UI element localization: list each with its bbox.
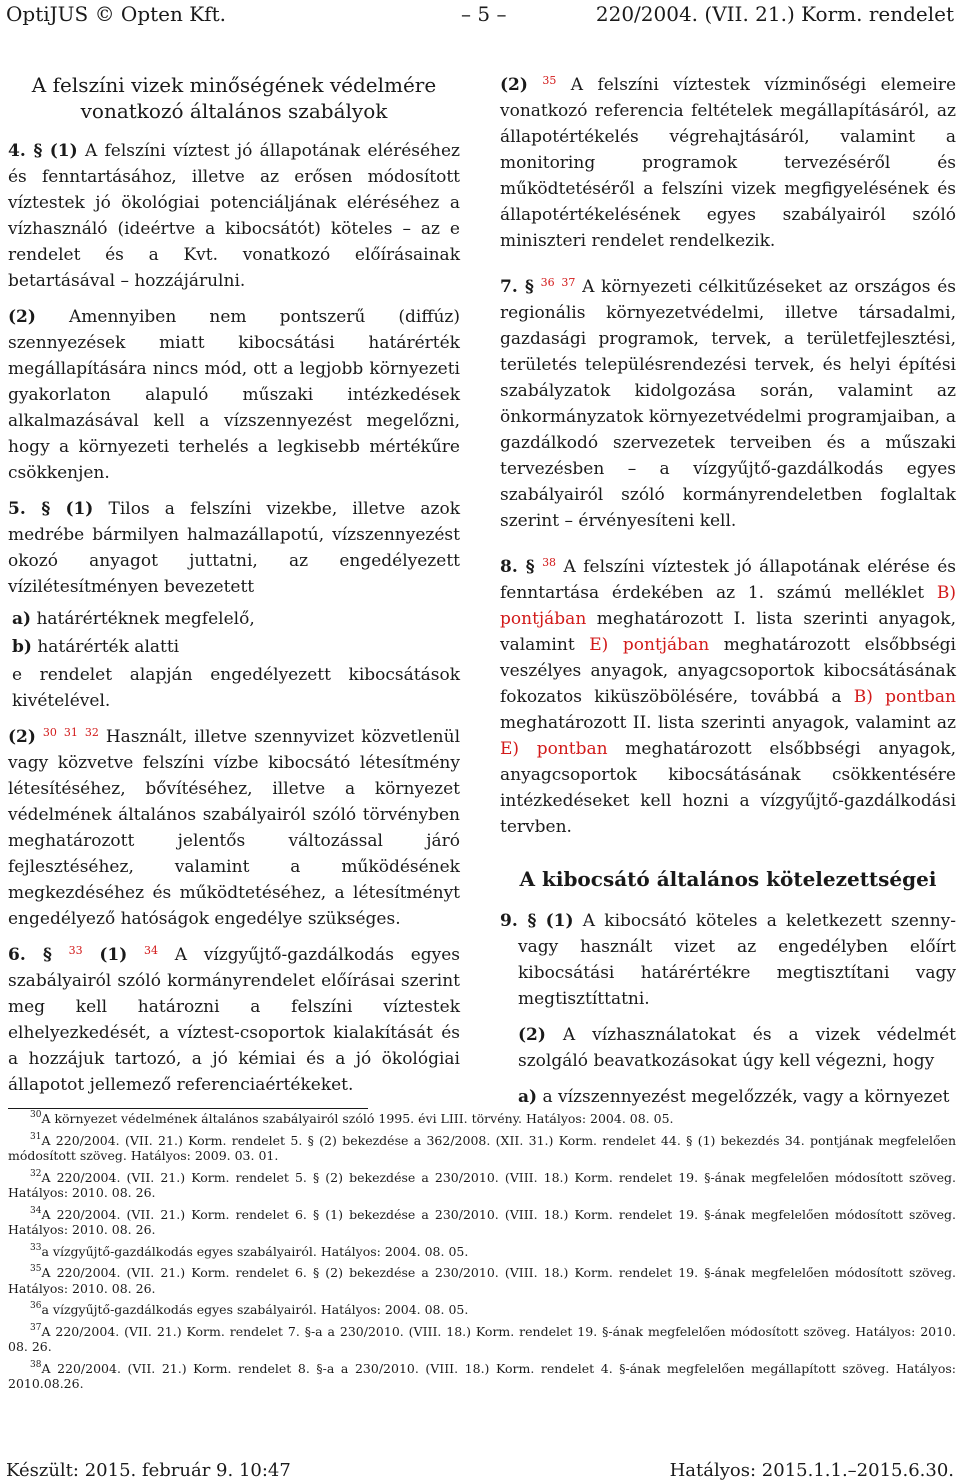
subsection-number: (1) xyxy=(545,911,574,931)
subsection-number: (2) xyxy=(518,1025,546,1045)
paragraph-6-2 xyxy=(500,72,956,254)
footer-validity: Hatályos: 2015.1.1.–2015.6.30. xyxy=(669,1460,954,1481)
list-text: határértéknek megfelelő, xyxy=(36,609,255,629)
footnote xyxy=(8,1361,956,1392)
annex-link[interactable]: B) pontjában xyxy=(500,583,956,629)
paragraph-8 xyxy=(500,554,956,840)
footnote-ref[interactable]: 32 xyxy=(84,726,99,739)
footnote-text: A 220/2004. (VII. 21.) Korm. rendelet 6. § (1) bekezdése a 230/2010. (VIII. 18.) Korm. rendelet 19. §-ának megfelelően módosított szöveg. Hatályos: 2010. 08. 26. xyxy=(8,1206,956,1237)
paragraph-text: meghatározott I. lista szerinti anyagok, valamint xyxy=(500,609,956,655)
paragraph-text: A vízgyűjtő-gazdálkodás egyes szabályairól szóló kormányrendelet előírásai szerint meg kell határozni a felszíni víztestek elhelyezkedését, a víztest-csoportok kialakítását és a hozzájuk tartozó, a jó kémiai és a jó ökológiai állapotot jellemező referenciaértékeket. xyxy=(8,945,461,1095)
paragraph-5-2 xyxy=(8,724,460,932)
footnote-number: 33 xyxy=(30,1242,42,1253)
page-footer xyxy=(6,1460,954,1484)
footnote xyxy=(8,1207,956,1238)
annex-link[interactable]: B) pontban xyxy=(853,687,956,707)
footnote-number: 37 xyxy=(30,1322,42,1333)
footnote-number: 36 xyxy=(30,1301,42,1311)
footnote-ref[interactable]: 33 xyxy=(68,944,83,957)
paragraph-4-2 xyxy=(8,304,460,486)
paragraph-text: A kibocsátó köteles a keletkezett szenny- vagy használt vizet az engedélyben előírt kibocsátási határértékre megtisztítani vagy megtisztíttatni. xyxy=(518,911,957,1009)
page-header xyxy=(6,2,954,30)
footnote xyxy=(8,1302,956,1318)
section-heading: A kibocsátó általános kötelezettségei xyxy=(519,867,937,891)
footnote-ref[interactable]: 37 xyxy=(561,276,576,289)
list-tail xyxy=(8,662,460,714)
header-document-title: 220/2004. (VII. 21.) Korm. rendelet xyxy=(595,2,954,26)
right-column xyxy=(500,72,956,1120)
list-label: a) xyxy=(518,1087,538,1107)
subsection-number: (2) xyxy=(500,75,528,95)
list-label: b) xyxy=(12,637,32,657)
paragraph-text: e rendelet alapján engedélyezett kibocsátások kivételével. xyxy=(12,665,460,711)
footnote-divider xyxy=(8,1108,368,1109)
paragraph-9-1 xyxy=(500,908,956,1012)
section-heading-line-2: vonatkozó általános szabályok xyxy=(80,99,388,123)
footnote-text: a vízgyűjtő-gazdálkodás egyes szabályairól. Hatályos: 2004. 08. 05. xyxy=(41,1302,469,1317)
paragraph-text: meghatározott II. lista szerinti anyagok, valamint az xyxy=(500,713,956,733)
footnote-text: A 220/2004. (VII. 21.) Korm. rendelet 7. §-a a 230/2010. (VIII. 18.) Korm. rendelet 19. §-ának megfelelően módosított szöveg. Hatályos: 2010. 08. 26. xyxy=(8,1323,956,1354)
paragraph-text: meghatározott elsőbbségi veszélyes anyagok, anyagcsoportok kibocsátásának fokozatos kiküszöbölésére, továbbá a xyxy=(500,635,956,707)
footnote-ref[interactable]: 31 xyxy=(63,726,78,739)
footnote-number: 32 xyxy=(30,1168,42,1179)
list-item-a xyxy=(500,1084,956,1110)
list-text: határérték alatti xyxy=(37,637,180,657)
footnote xyxy=(8,1111,956,1127)
section-heading-line-1: A felszíni vizek minőségének védelmére xyxy=(31,73,437,97)
paragraph-text: A felszíni víztestek vízminőségi elemeire vonatkozó referencia feltételek megállapításáról, az állapotértékelés végrehajtásáról, valamint a monitoring programok tervezéséről és működtetéséről a felszíni vizek megfigyelésének és állapotértékelésének egyes szabályairól szóló miniszteri rendelet rendelkezik. xyxy=(500,75,957,251)
footnote-text: A környezet védelmének általános szabályairól szóló 1995. évi LIII. törvény. Hatályos: 2004. 08. 05. xyxy=(41,1111,674,1126)
header-publisher: OptiJUS © Opten Kft. xyxy=(6,2,226,26)
footnote xyxy=(8,1170,956,1201)
footnote-number: 31 xyxy=(30,1131,42,1142)
list-text: a vízszennyezést megelőzzék, vagy a környezet xyxy=(542,1087,950,1107)
paragraph-7 xyxy=(500,274,956,534)
footer-created: Készült: 2015. február 9. 10:47 xyxy=(6,1460,291,1481)
section-heading xyxy=(8,72,460,124)
list-label: a) xyxy=(12,609,32,629)
paragraph-9-2 xyxy=(500,1022,956,1074)
subsection-number: (1) xyxy=(49,141,78,161)
annex-link[interactable]: E) pontjában xyxy=(589,635,710,655)
paragraph-6-1 xyxy=(8,942,460,1098)
footnote-number: 35 xyxy=(30,1264,42,1274)
paragraph-text: A vízhasználatokat és a vizek védelmét szolgáló beavatkozásokat úgy kell végezni, hogy xyxy=(518,1025,956,1071)
footnote-ref[interactable]: 34 xyxy=(144,944,159,957)
footnote-ref[interactable]: 30 xyxy=(42,726,57,739)
footnotes xyxy=(8,1111,956,1398)
footnote-ref[interactable]: 38 xyxy=(542,556,557,569)
annex-link[interactable]: E) pontban xyxy=(500,739,608,759)
subsection-number: (2) xyxy=(8,727,36,747)
subsection-number: (1) xyxy=(65,499,94,519)
footnote-number: 34 xyxy=(30,1205,42,1216)
list-item-b xyxy=(12,634,460,660)
paragraph-4-1 xyxy=(8,138,460,294)
paragraph-text: Tilos a felszíni vizekbe, illetve azok medrébe bármilyen halmazállapotú, vízszennyezést okozó anyagot juttatni, az engedélyezett vízilétesítményen bevezetett xyxy=(8,499,460,597)
section-number: 4. § xyxy=(8,141,43,161)
subsection-number: (2) xyxy=(8,307,36,327)
list-item-a xyxy=(12,606,460,632)
footnote-number: 38 xyxy=(30,1359,42,1370)
footnote xyxy=(8,1265,956,1296)
section-number: 7. § xyxy=(500,277,534,297)
paragraph-text: Amennyiben nem pontszerű (diffúz) szennyezések miatt kibocsátási határérték megállapítására nincs mód, ott a legjobb környezeti gyakorlaton alapuló műszaki intézkedések alkalmazásával kell a vízszennyezést megelőzni, hogy a környezeti terhelés a legkisebb mértékűre csökkenjen. xyxy=(8,307,460,483)
footnote-text: A 220/2004. (VII. 21.) Korm. rendelet 5. § (2) bekezdése a 230/2010. (VIII. 18.) Korm. rendelet 19. §-ának megfelelően módosított szöveg. Hatályos: 2010. 08. 26. xyxy=(8,1169,956,1200)
footnote-text: A 220/2004. (VII. 21.) Korm. rendelet 6. § (2) bekezdése a 230/2010. (VIII. 18.) Korm. rendelet 19. §-ának megfelelően módosított szöveg. Hatályos: 2010. 08. 26. xyxy=(8,1265,956,1296)
footnote xyxy=(8,1244,956,1260)
footnote-ref[interactable]: 36 xyxy=(540,276,555,289)
header-page-number: – 5 – xyxy=(461,2,507,26)
section-number: 5. § xyxy=(8,499,51,519)
footnote-text: a vízgyűjtő-gazdálkodás egyes szabályairól. Hatályos: 2004. 08. 05. xyxy=(41,1243,469,1259)
section-number: 9. § xyxy=(500,911,537,931)
section-number: 6. § xyxy=(8,945,52,965)
footnote-ref[interactable]: 35 xyxy=(542,74,557,87)
paragraph-text: Használt, illetve szennyvizet közvetlenül vagy közvetve felszíni vízbe kibocsátó létesítmény létesítéséhez, bővítéséhez, illetve a környezet védelmének általános szabályairól szóló törvényben meghatározott jelentős változással járó fejlesztéséhez, valamint a működésének megkezdéséhez és működtetéséhez, a létesítményt engedélyező hatóságok engedélye szükséges. xyxy=(8,727,461,929)
paragraph-5-1 xyxy=(8,496,460,600)
footnote-text: A 220/2004. (VII. 21.) Korm. rendelet 5. § (2) bekezdése a 362/2008. (XII. 31.) Korm. rendelet 44. § (1) bekezdés 34. pontjának megfelelően módosított szöveg. Hatályos: 2009. 03. 01. xyxy=(8,1132,956,1163)
footnote-text: A 220/2004. (VII. 21.) Korm. rendelet 8. §-a a 230/2010. (VIII. 18.) Korm. rendelet 4. §-ának megfelelően megállapított szöveg. Hatályos: 2010.08.26. xyxy=(8,1360,956,1391)
footnote xyxy=(8,1133,956,1164)
footnote-number: 30 xyxy=(30,1110,42,1120)
paragraph-text: A környezeti célkitűzéseket az országos és regionális környezetvédelmi, illetve társadalmi, gazdasági programok, tervek, a területfejlesztési, területés településrendezési tervek, és helyi építési szabályzatok kidolgozása során, valamint az önkormányzatok környezetvédelmi programjaiban, a gazdálkodó szervezetek terveiben és a műszaki tervezésben – a vízgyűjtő-gazdálkodás egyes szabályairól szóló kormányrendeletben foglaltak szerint – érvényesíteni kell. xyxy=(500,277,957,531)
paragraph-text: meghatározott elsőbbségi anyagok, anyagcsoportok kibocsátásának csökkentésére intézkedéseket kell hozni a vízgyűjtő-gazdálkodási tervben. xyxy=(500,739,956,837)
paragraph-text: A felszíni víztest jó állapotának eléréséhez és fenntartásához, illetve az erősen módosított víztestek jó ökológiai potenciáljának eléréséhez a vízhasználó (ideértve a kibocsátót) köteles – az e rendelet és a Kvt. vonatkozó előírásainak betartásával – hozzájárulni. xyxy=(8,141,461,291)
subsection-number: (1) xyxy=(99,945,128,965)
section-number: 8. § xyxy=(500,557,535,577)
left-column xyxy=(8,72,460,1108)
paragraph-text: A felszíni víztestek jó állapotának elérése és fenntartása érdekében az 1. számú melléklet xyxy=(500,557,957,603)
footnote xyxy=(8,1324,956,1355)
